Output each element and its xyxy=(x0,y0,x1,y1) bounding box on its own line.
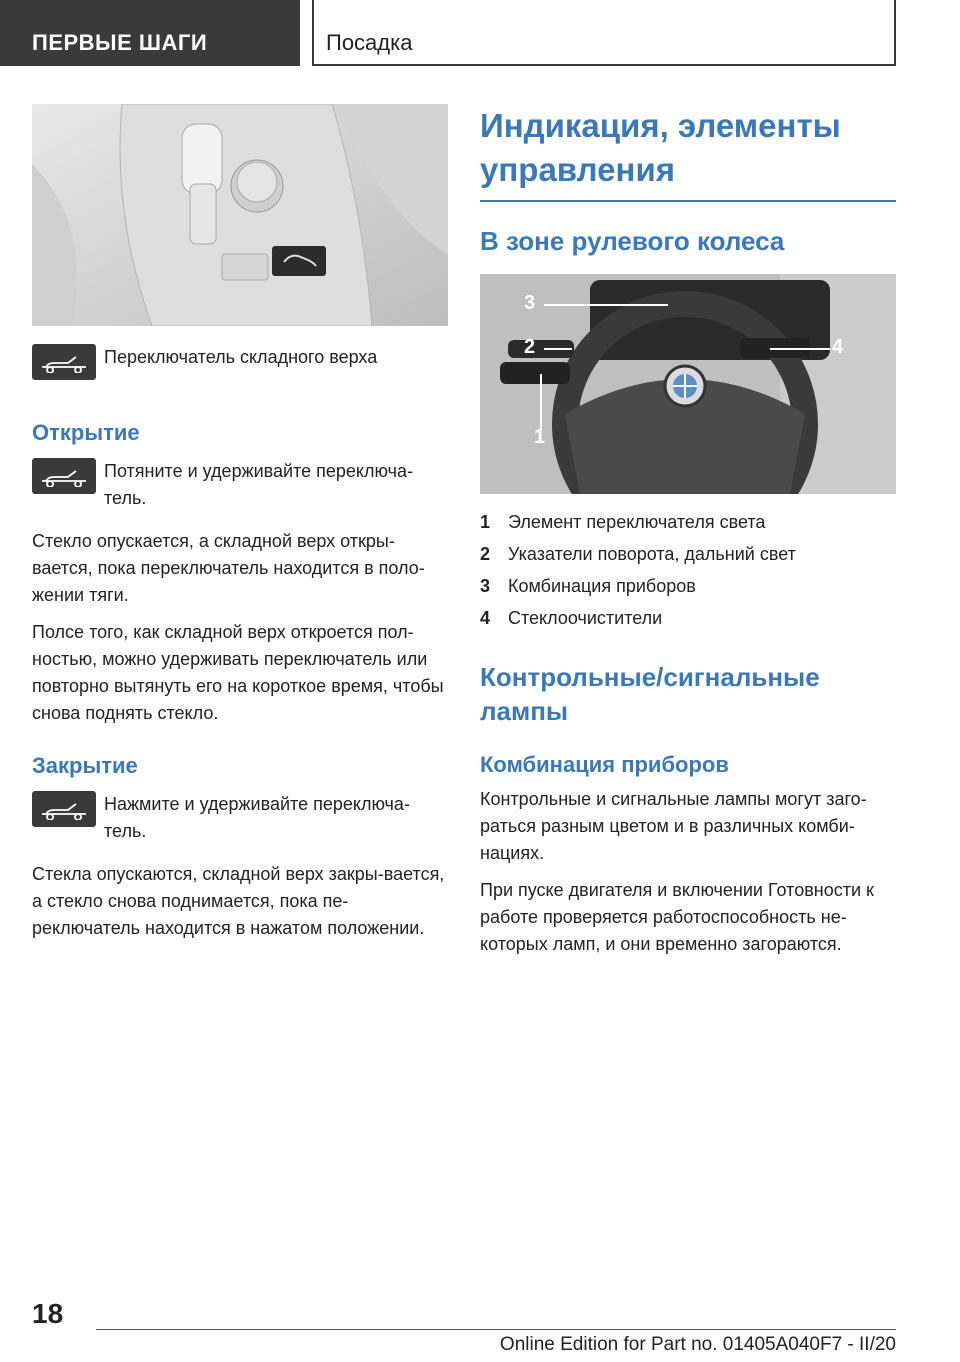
legend-list xyxy=(480,506,896,634)
callout-line-1 xyxy=(540,374,542,430)
convertible-top-icon xyxy=(32,458,96,494)
open-instruction: Потяните и удерживайте переключа-тель. xyxy=(104,461,413,508)
switch-photo xyxy=(32,104,448,326)
open-paragraph-1: Стекло опускается, а складной верх откры-вается, пока переключатель находится в поло-жении тяги. xyxy=(32,531,425,605)
open-paragraph-2: Полсе того, как складной верх откроется пол-ностью, можно удерживать переключатель или повторно вытянуть его на короткое время, чтобы снова поднять стекло. xyxy=(32,622,444,723)
left-column xyxy=(32,104,448,942)
callout-2: 2 xyxy=(524,336,536,358)
chapter-tab: ПЕРВЫЕ ШАГИ xyxy=(0,0,300,66)
list-item: 4 Стеклоочистители xyxy=(480,608,663,628)
footer-edition: Online Edition for Part no. 01405A040F7 - II/20 xyxy=(499,1334,896,1355)
callout-line-3 xyxy=(544,304,668,306)
main-heading: Индикация, элементы управления xyxy=(480,107,841,188)
close-heading: Закрытие xyxy=(32,753,138,778)
close-instruction: Нажмите и удерживайте переключа-тель. xyxy=(104,794,410,841)
footer-rule xyxy=(96,1329,896,1330)
callout-4: 4 xyxy=(832,336,844,358)
heading-rule xyxy=(480,200,896,202)
open-heading: Открытие xyxy=(32,420,140,445)
open-instruction-row xyxy=(32,458,448,512)
list-item: 2 Указатели поворота, дальний свет xyxy=(480,544,796,564)
cluster-paragraph-2: При пуске двигателя и включении Готовности к работе проверяется работоспособность не-которых ламп, и они временно загораются. xyxy=(480,880,874,954)
list-item: 1 Элемент переключателя света xyxy=(480,512,766,532)
right-column xyxy=(480,104,896,958)
cluster-heading: Комбинация приборов xyxy=(480,752,729,777)
photo-caption: Переключатель складного верха xyxy=(104,347,378,367)
lamps-heading: Контрольные/сигнальные лампы xyxy=(480,662,820,726)
section-title: Посадка xyxy=(312,0,896,66)
page-number: 18 xyxy=(32,1298,64,1329)
steering-heading: В зоне рулевого колеса xyxy=(480,226,785,256)
switch-caption-row xyxy=(32,344,448,380)
close-paragraph: Стекла опускаются, складной верх закры-вается, а стекло снова поднимается, пока пе-реключатель находится в нажатом положении. xyxy=(32,864,445,938)
cluster-paragraph-1: Контрольные и сигнальные лампы могут заго-раться разным цветом и в различных комби-нациях. xyxy=(480,789,867,863)
callout-3: 3 xyxy=(524,292,536,314)
convertible-top-icon xyxy=(32,344,96,380)
convertible-top-icon xyxy=(32,791,96,827)
callout-line-4 xyxy=(770,348,830,350)
steering-wheel-photo xyxy=(480,274,896,494)
list-item: 3 Комбинация приборов xyxy=(480,576,696,596)
callout-1: 1 xyxy=(534,426,546,448)
callout-line-2 xyxy=(544,348,572,350)
close-instruction-row xyxy=(32,791,448,845)
